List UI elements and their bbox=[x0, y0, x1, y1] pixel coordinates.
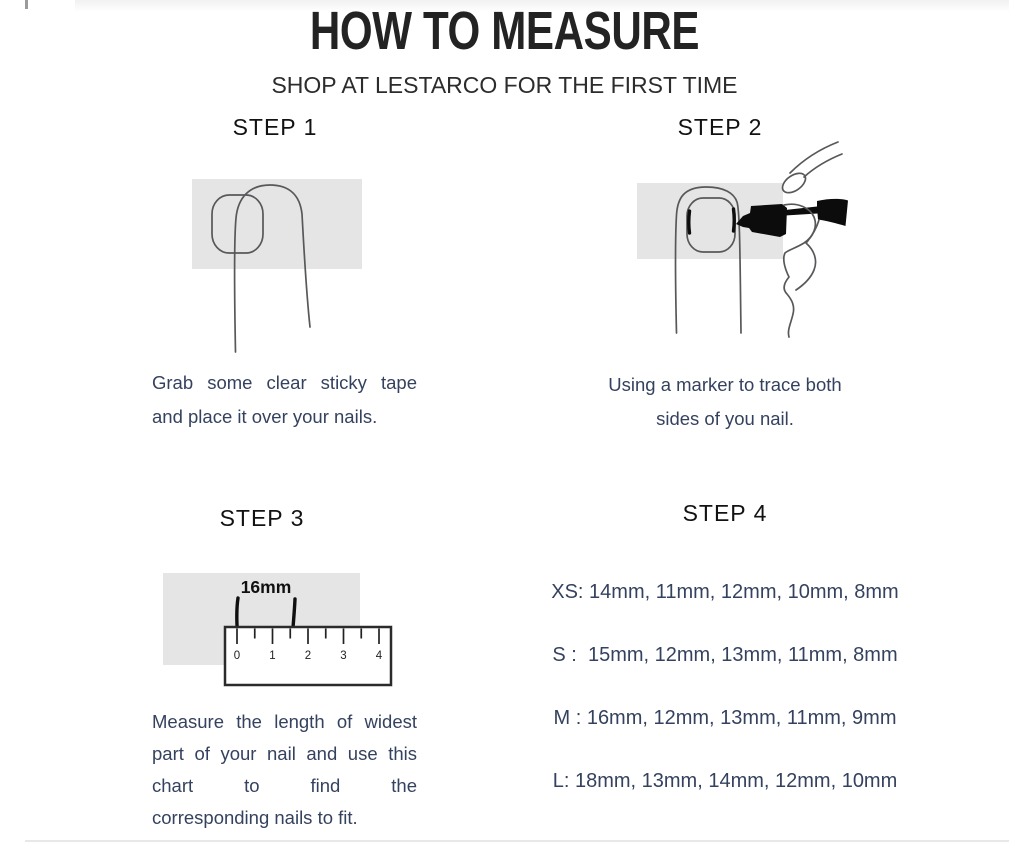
step2-line2: sides of you nail. bbox=[656, 408, 794, 429]
left-trace-mark bbox=[689, 211, 690, 233]
ruler-number: 4 bbox=[375, 650, 383, 662]
step1-heading: STEP 1 bbox=[232, 114, 318, 140]
step2-heading: STEP 2 bbox=[677, 114, 763, 140]
page-title: HOW TO MEASURE bbox=[309, 1, 700, 61]
ruler-illustration bbox=[150, 560, 410, 700]
step1-line1: Grab some clear sticky tape bbox=[152, 372, 417, 393]
measurement-value: 16mm bbox=[240, 577, 292, 597]
step3-line1: Measure the length of widest bbox=[152, 711, 417, 732]
ruler-number: 2 bbox=[304, 650, 312, 662]
finger-tape-illustration bbox=[150, 170, 410, 360]
step3-heading: STEP 3 bbox=[219, 505, 305, 531]
step4-heading: STEP 4 bbox=[682, 500, 768, 526]
size-row-l: L: 18mm, 13mm, 14mm, 12mm, 10mm bbox=[552, 770, 898, 792]
size-row-m: M : 16mm, 12mm, 13mm, 11mm, 9mm bbox=[553, 707, 897, 729]
step1-line2: and place it over your nails. bbox=[152, 406, 378, 427]
header bbox=[0, 1, 1009, 61]
finger-marker-illustration bbox=[610, 140, 1009, 345]
ruler-number: 3 bbox=[340, 650, 347, 662]
marker-end-cone bbox=[785, 199, 848, 226]
step2-description bbox=[578, 368, 872, 436]
step1-description bbox=[152, 366, 417, 434]
step3-line4: corresponding nails to fit. bbox=[152, 807, 358, 828]
hand-sketch bbox=[779, 142, 842, 337]
ruler-number: 0 bbox=[233, 650, 241, 662]
step3-line2: part of your nail and use this bbox=[152, 743, 417, 764]
right-trace-mark bbox=[734, 209, 735, 231]
size-row-s: S : 15mm, 12mm, 13mm, 11mm, 8mm bbox=[552, 644, 898, 666]
size-chart bbox=[525, 582, 925, 834]
page-subtitle: SHOP AT LESTARCO FOR THE FIRST TIME bbox=[271, 72, 738, 98]
step3-description bbox=[152, 706, 417, 834]
tape-strip-shape bbox=[192, 179, 362, 269]
bottom-divider bbox=[25, 840, 1009, 842]
ruler-number: 1 bbox=[269, 650, 276, 662]
step2-line1: Using a marker to trace both bbox=[608, 374, 842, 395]
size-row-xs: XS: 14mm, 11mm, 12mm, 10mm, 8mm bbox=[551, 581, 899, 603]
step3-line3: chart to find the bbox=[152, 775, 417, 796]
